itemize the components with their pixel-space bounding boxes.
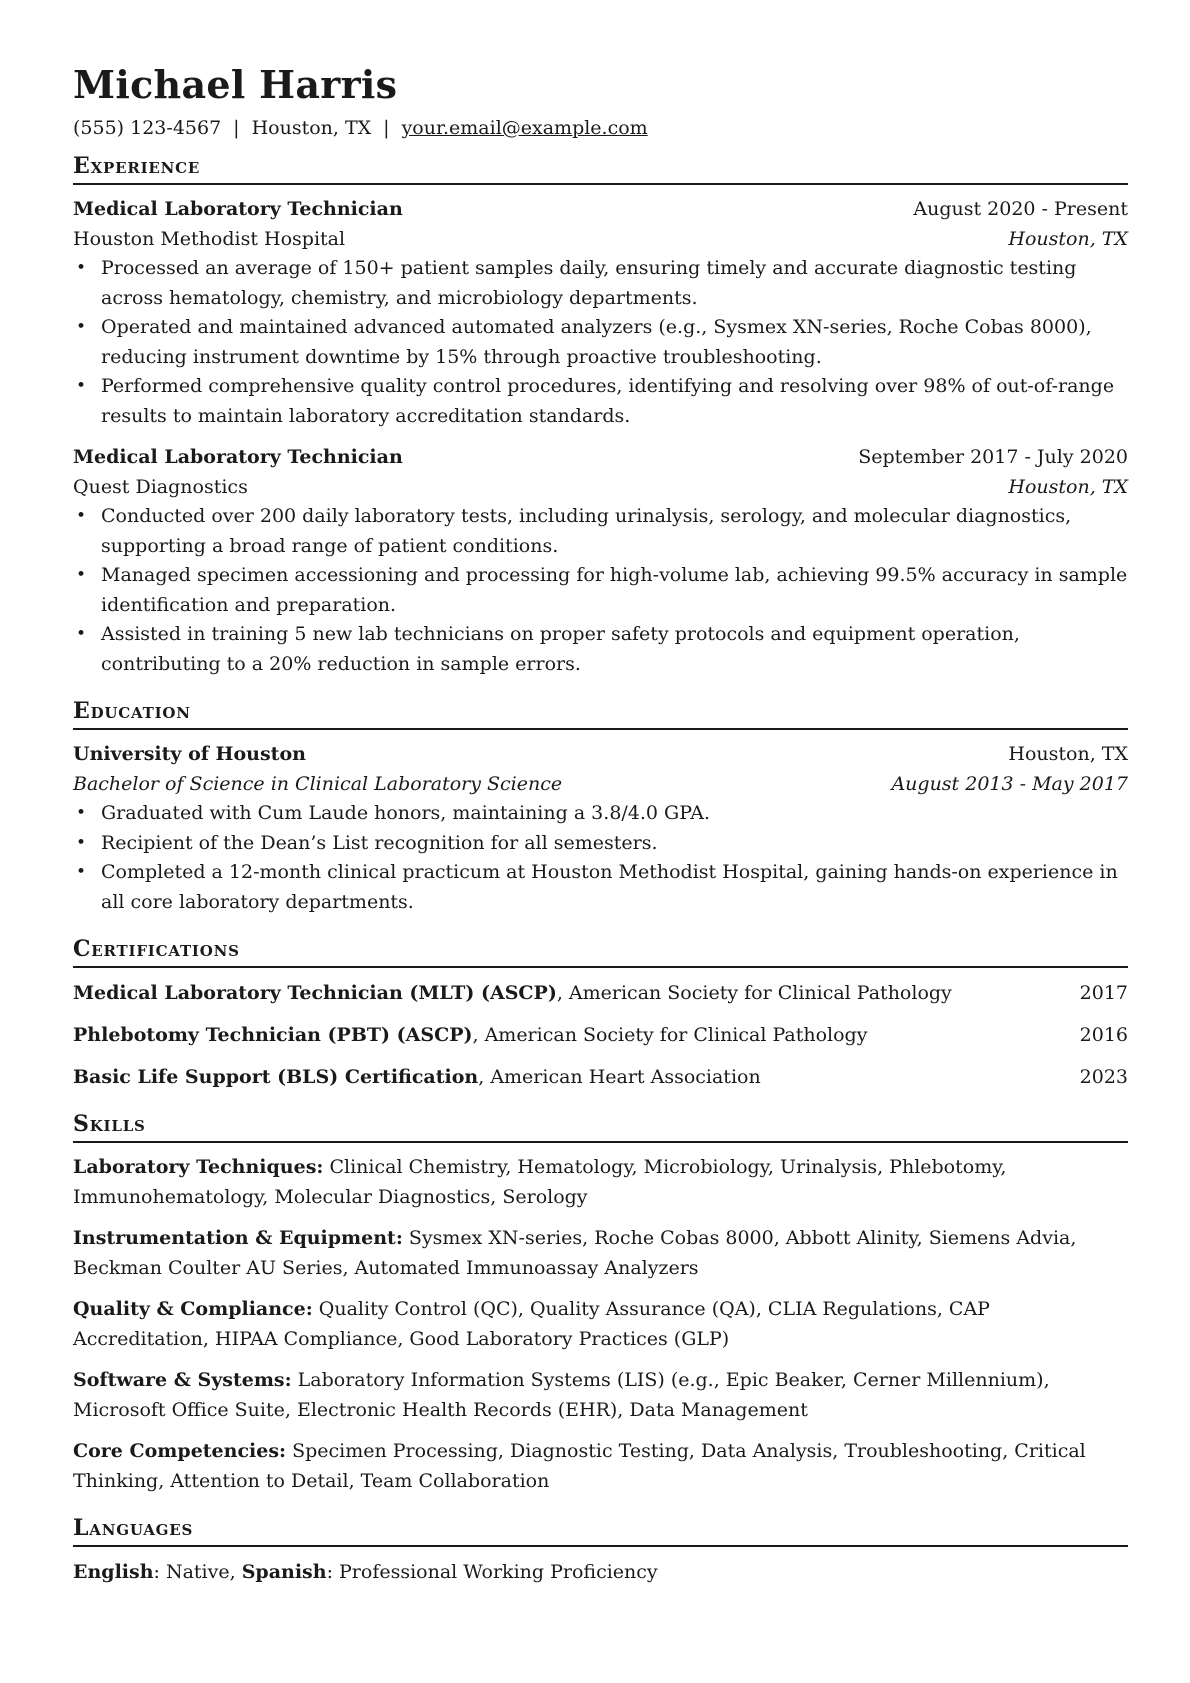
certification-item: [73, 978, 1128, 1008]
certification-issuer: , American Heart Association: [478, 1066, 761, 1088]
education-entry: [73, 740, 1128, 917]
skill-label: Quality & Compliance:: [73, 1298, 313, 1320]
skill-group: [73, 1224, 1128, 1283]
job-location: Houston, TX: [1008, 475, 1128, 498]
skill-group: [73, 1437, 1128, 1496]
section-title-languages: Languages: [73, 1514, 1128, 1547]
bullet-item: • Processed an average of 150+ patient samples daily, ensuring timely and accurate diagnostic testing across hematology, chemistry, and microbiology departments.: [101, 254, 1128, 313]
section-title-skills: Skills: [73, 1110, 1128, 1143]
bullet-item: • Graduated with Cum Laude honors, maintaining a 3.8/4.0 GPA.: [101, 799, 1128, 829]
bullet-item: • Completed a 12-month clinical practicum at Houston Methodist Hospital, gaining hands-on experience in all core laboratory departments.: [101, 858, 1128, 917]
education-dates: August 2013 - May 2017: [891, 772, 1128, 795]
certification-year: 2017: [1079, 982, 1128, 1004]
contact-separator: |: [233, 117, 240, 139]
bullet-item: • Operated and maintained advanced automated analyzers (e.g., Sysmex XN-series, Roche Cobas 8000), reducing instrument downtime by 15% through proactive troubleshooting.: [101, 313, 1128, 372]
skill-value: Specimen Processing, Diagnostic Testing, Data Analysis, Troubleshooting, Critical Thinking, Attention to Detail, Team Collaboration: [73, 1440, 1086, 1492]
job-title: Medical Laboratory Technician: [73, 198, 403, 220]
job-dates: September 2017 - July 2020: [858, 446, 1128, 468]
skill-label: Laboratory Techniques:: [73, 1156, 324, 1178]
skill-value: Quality Control (QC), Quality Assurance (QA), CLIA Regulations, CAP Accreditation, HIPAA Compliance, Good Laboratory Practices (GLP): [73, 1298, 990, 1350]
job-title: Medical Laboratory Technician: [73, 446, 403, 468]
phone-number: (555) 123-4567: [73, 117, 222, 139]
contact-line: [73, 114, 1128, 142]
certification-issuer: , American Society for Clinical Pathology: [472, 1024, 868, 1046]
bullet-list: [73, 502, 1128, 679]
certification-name: Phlebotomy Technician (PBT) (ASCP): [73, 1024, 473, 1046]
skill-group: [73, 1366, 1128, 1425]
email-link[interactable]: your.email@example.com: [401, 117, 648, 139]
language-level: : Professional Working Proficiency: [326, 1561, 658, 1583]
bullet-list: [73, 799, 1128, 917]
company-name: Quest Diagnostics: [73, 475, 248, 498]
experience-entry: [73, 443, 1128, 679]
section-title-certifications: Certifications: [73, 935, 1128, 968]
degree-name: Bachelor of Science in Clinical Laboratory Science: [73, 772, 563, 795]
certification-issuer: , American Society for Clinical Pathology: [556, 982, 952, 1004]
section-title-education: Education: [73, 697, 1128, 730]
bullet-item: • Conducted over 200 daily laboratory tests, including urinalysis, serology, and molecular diagnostics, supporting a broad range of patient conditions.: [101, 502, 1128, 561]
school-name: University of Houston: [73, 743, 306, 765]
job-location: Houston, TX: [1008, 227, 1128, 250]
skill-group: [73, 1153, 1128, 1212]
skill-value: Clinical Chemistry, Hematology, Microbiology, Urinalysis, Phlebotomy, Immunohematology, Molecular Diagnostics, Serology: [73, 1156, 1007, 1208]
certification-name: Basic Life Support (BLS) Certification: [73, 1066, 479, 1088]
language-level: : Native,: [153, 1561, 242, 1583]
bullet-item: • Managed specimen accessioning and processing for high-volume lab, achieving 99.5% accuracy in sample identification and preparation.: [101, 561, 1128, 620]
skill-value: Sysmex XN-series, Roche Cobas 8000, Abbott Alinity, Siemens Advia, Beckman Coulter AU Series, Automated Immunoassay Analyzers: [73, 1227, 1077, 1279]
certification-item: [73, 1062, 1128, 1092]
school-location: Houston, TX: [1008, 743, 1128, 765]
section-title-experience: Experience: [73, 152, 1128, 185]
certification-year: 2016: [1079, 1024, 1128, 1046]
language-name: Spanish: [241, 1561, 327, 1583]
resume-page: [73, 58, 1128, 1587]
contact-separator: |: [383, 117, 390, 139]
skill-label: Software & Systems:: [73, 1369, 292, 1391]
bullet-list: [73, 254, 1128, 431]
skill-label: Instrumentation & Equipment:: [73, 1227, 403, 1249]
company-name: Houston Methodist Hospital: [73, 227, 346, 250]
languages-line: [73, 1557, 1128, 1587]
location: Houston, TX: [251, 117, 372, 139]
language-name: English: [73, 1561, 154, 1583]
candidate-name: Michael Harris: [73, 62, 398, 107]
experience-entry: [73, 195, 1128, 431]
certification-year: 2023: [1079, 1066, 1128, 1088]
certification-item: [73, 1020, 1128, 1050]
job-dates: August 2020 - Present: [913, 198, 1128, 220]
skill-group: [73, 1295, 1128, 1354]
skill-value: Laboratory Information Systems (LIS) (e.g., Epic Beaker, Cerner Millennium), Microsoft Office Suite, Electronic Health Records (EHR), Data Management: [73, 1369, 1050, 1421]
skill-label: Core Competencies:: [73, 1440, 287, 1462]
bullet-item: • Performed comprehensive quality control procedures, identifying and resolving over 98% of out-of-range results to maintain laboratory accreditation standards.: [101, 372, 1128, 431]
bullet-item: • Recipient of the Dean’s List recognition for all semesters.: [101, 829, 1128, 859]
certification-name: Medical Laboratory Technician (MLT) (ASCP): [73, 982, 557, 1004]
bullet-item: • Assisted in training 5 new lab technicians on proper safety protocols and equipment operation, contributing to a 20% reduction in sample errors.: [101, 620, 1128, 679]
